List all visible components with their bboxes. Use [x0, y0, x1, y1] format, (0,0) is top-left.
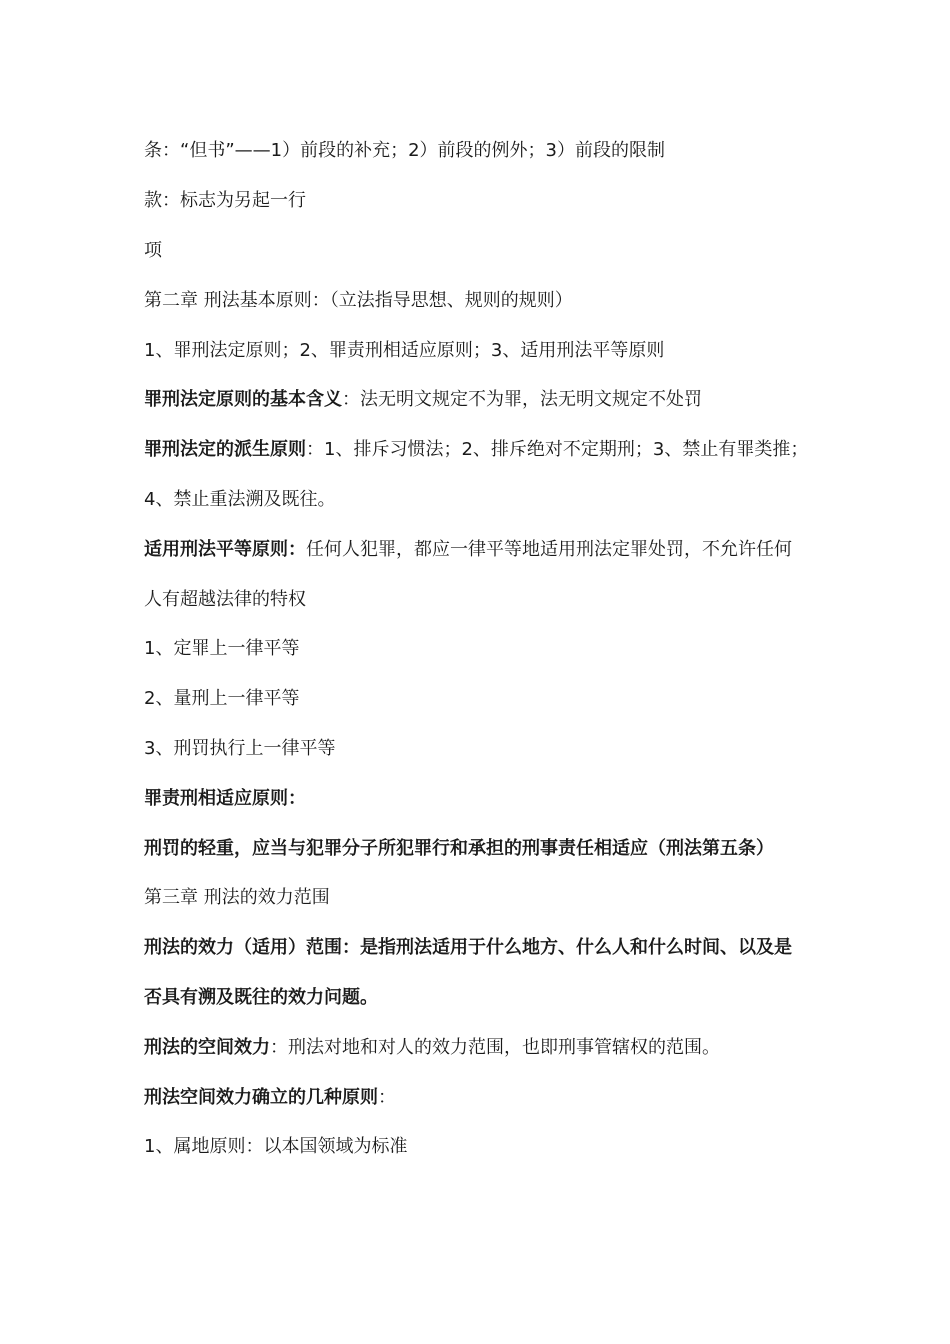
bold-term: 刑法空间效力确立的几种原则	[144, 1087, 378, 1108]
line-text: 人有超越法律的特权	[144, 589, 306, 610]
line-text: 1、定罪上一律平等	[144, 638, 300, 659]
line-text: 任何人犯罪，都应一律平等地适用刑法定罪处罚，不允许任何	[306, 539, 792, 560]
text-line	[144, 786, 864, 812]
line-text: 3、刑罚执行上一律平等	[144, 738, 336, 759]
text-line	[144, 587, 864, 613]
line-text: ：1、排斥习惯法；2、排斥绝对不定期刑；3、禁止有罪类推；	[306, 439, 809, 460]
line-text: 项	[144, 240, 162, 261]
list-item	[144, 1134, 864, 1160]
line-text: 1、属地原则：以本国领域为标准	[144, 1136, 408, 1157]
bold-term: 适用刑法平等原则：	[144, 539, 306, 560]
text-line	[144, 985, 864, 1011]
text-line	[144, 487, 864, 513]
line-text: 条：“但书”——1）前段的补充；2）前段的例外；3）前段的限制	[144, 140, 666, 161]
text-line	[144, 935, 864, 961]
text-line	[144, 387, 864, 413]
text-line	[144, 138, 864, 164]
line-text: 2、量刑上一律平等	[144, 688, 300, 709]
text-line	[144, 1035, 864, 1061]
text-line	[144, 238, 864, 264]
text-line	[144, 836, 864, 862]
line-text: ：法无明文规定不为罪，法无明文规定不处罚	[342, 389, 702, 410]
chapter-heading	[144, 885, 864, 911]
text-line	[144, 437, 864, 463]
list-item	[144, 636, 864, 662]
line-text: 4、禁止重法溯及既往。	[144, 489, 336, 510]
line-text: ：刑法对地和对人的效力范围，也即刑事管辖权的范围。	[270, 1037, 720, 1058]
bold-term: 罪刑法定原则的基本含义	[144, 389, 342, 410]
line-text: ：	[378, 1087, 396, 1108]
text-line	[144, 188, 864, 214]
list-item	[144, 686, 864, 712]
text-line	[144, 537, 864, 563]
line-text: 1、罪刑法定原则；2、罪责刑相适应原则；3、适用刑法平等原则	[144, 340, 665, 361]
list-item	[144, 736, 864, 762]
bold-term: 否具有溯及既往的效力问题。	[144, 987, 378, 1008]
chapter-heading	[144, 288, 864, 314]
line-text: 第二章 刑法基本原则：（立法指导思想、规则的规则）	[144, 290, 573, 311]
line-text: 第三章 刑法的效力范围	[144, 887, 330, 908]
bold-term: 刑法的效力（适用）范围：是指刑法适用于什么地方、什么人和什么时间、以及是	[144, 937, 792, 958]
bold-term: 罪责刑相适应原则：	[144, 788, 306, 809]
text-line	[144, 1085, 864, 1111]
text-line	[144, 338, 864, 364]
line-text: 款：标志为另起一行	[144, 190, 306, 211]
bold-term: 罪刑法定的派生原则	[144, 439, 306, 460]
bold-term: 刑法的空间效力	[144, 1037, 270, 1058]
bold-term: 刑罚的轻重，应当与犯罪分子所犯罪行和承担的刑事责任相适应（刑法第五条）	[144, 838, 774, 859]
